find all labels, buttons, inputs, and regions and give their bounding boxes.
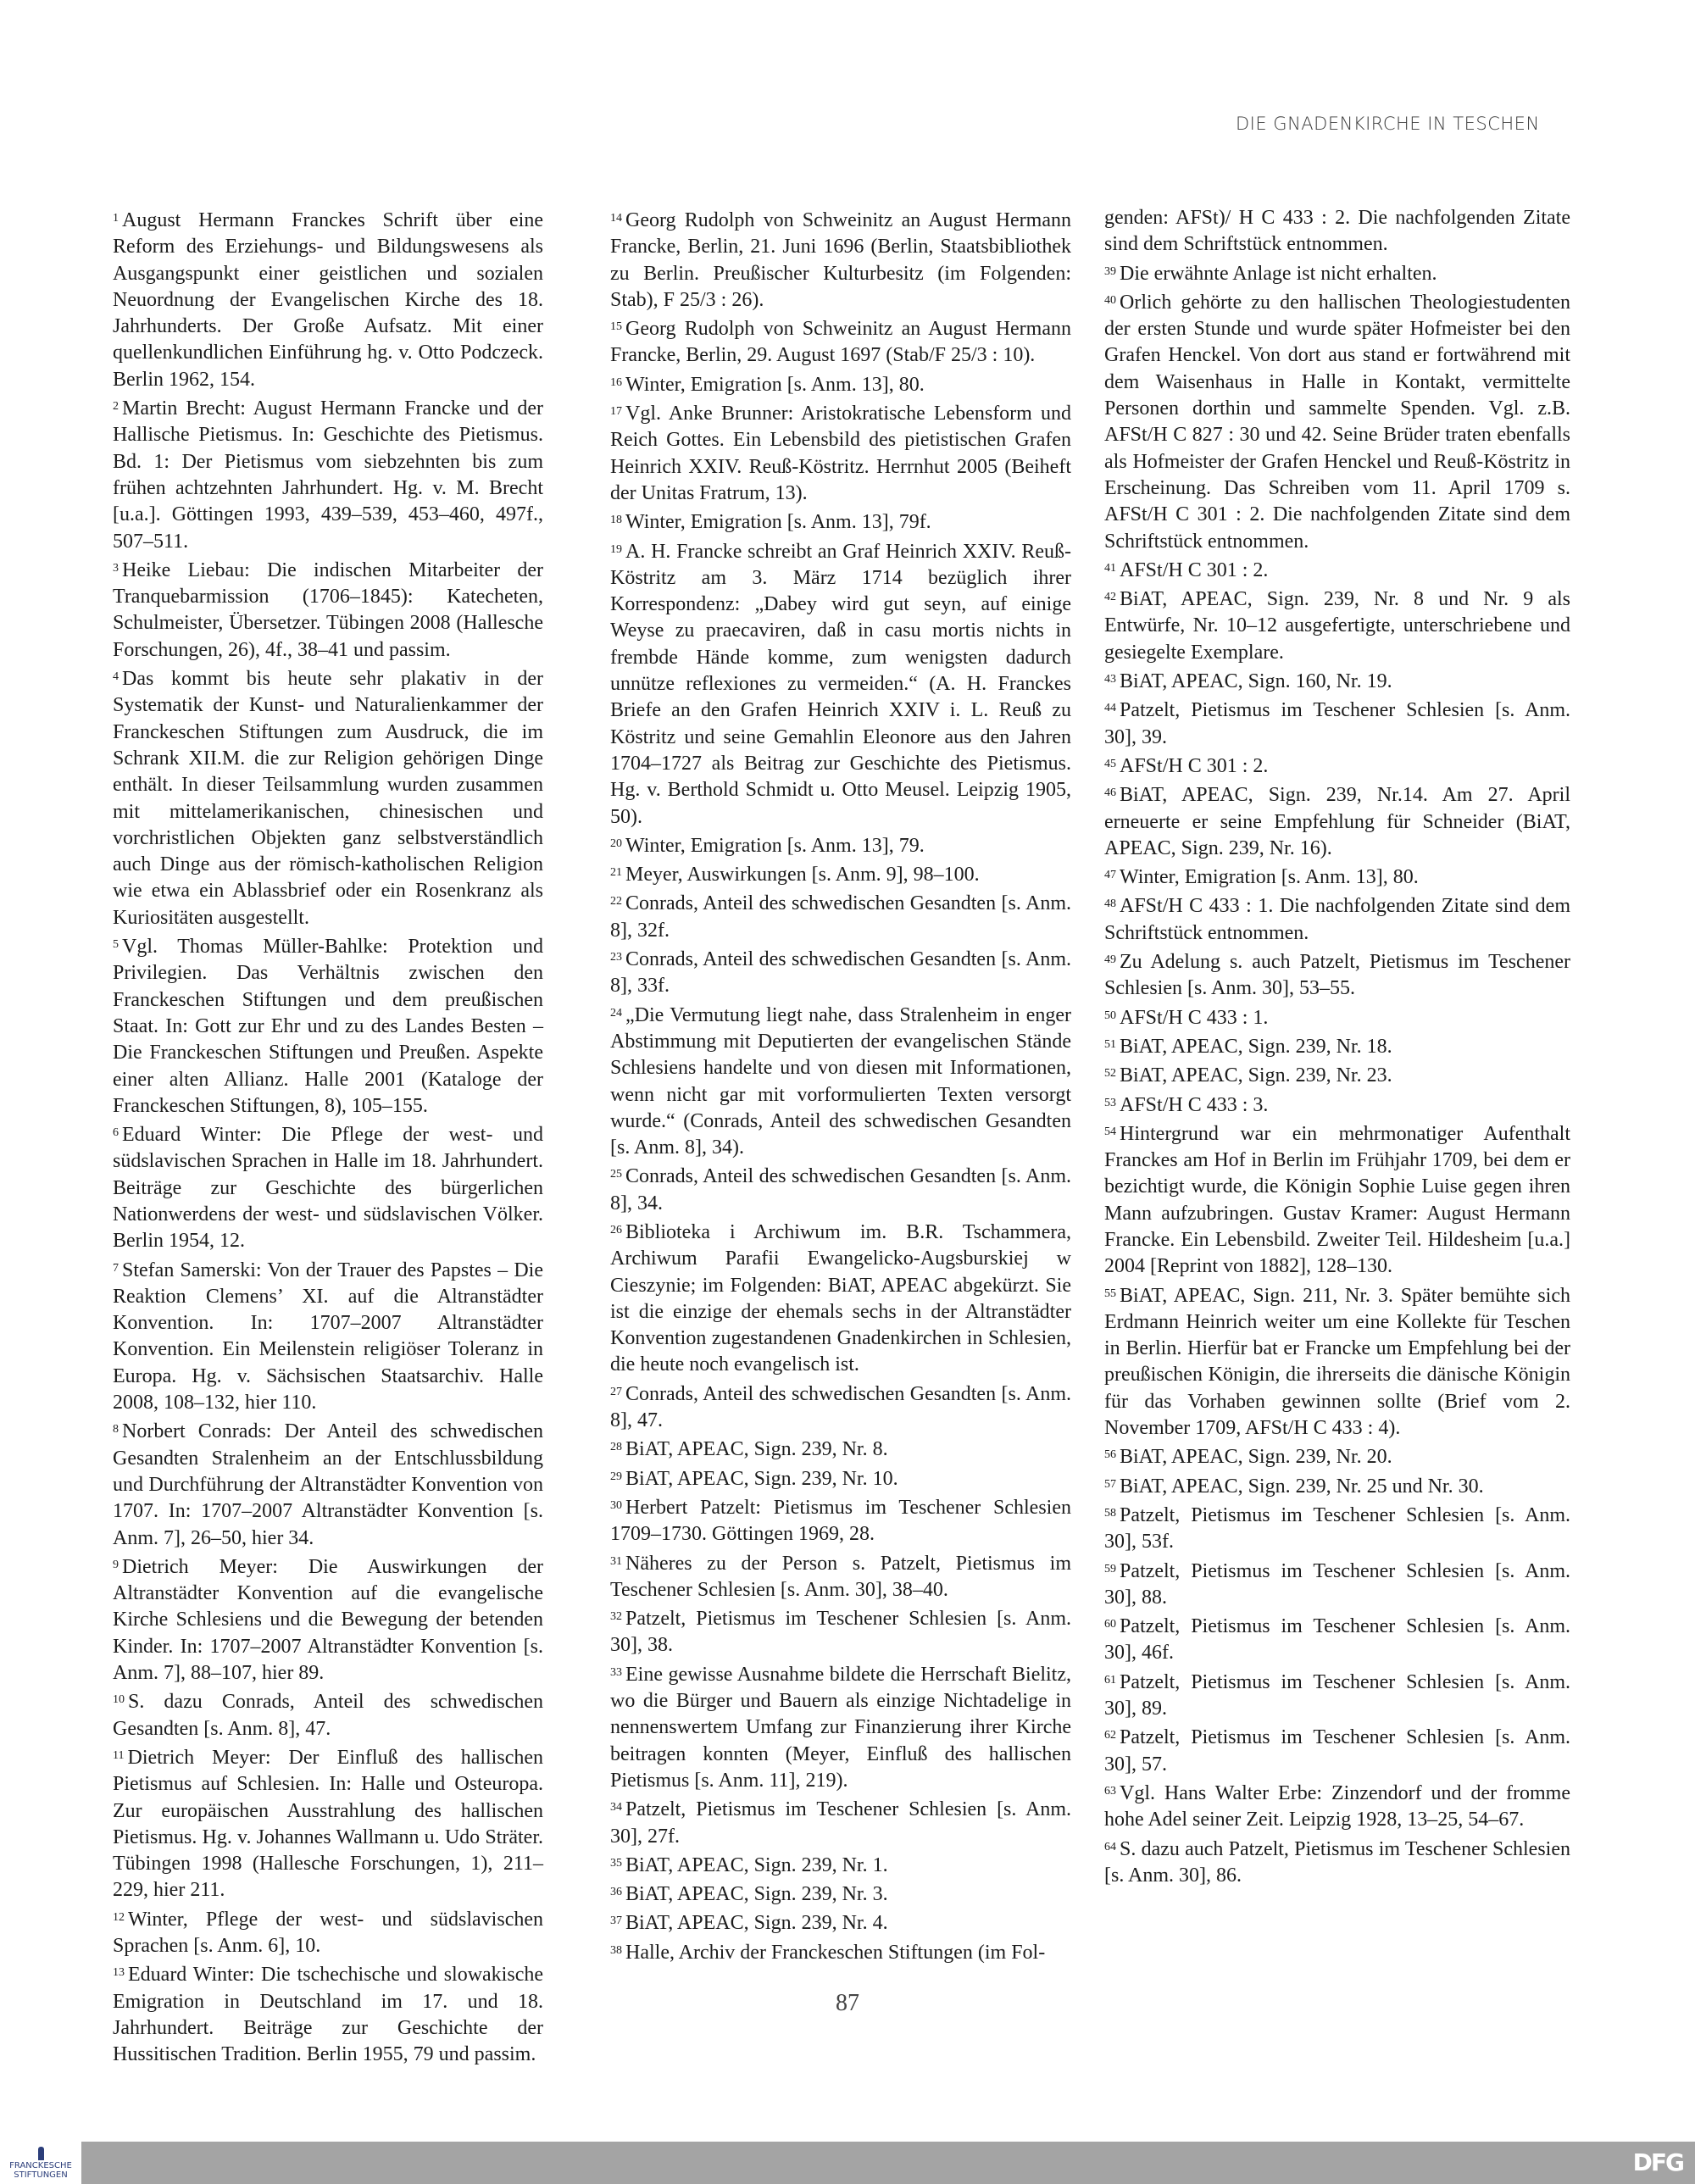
footnote-number: 50 — [1104, 1009, 1116, 1022]
footnote-text: August Hermann Franckes Schrift über eine Reform des Erziehungs- und Bildungswesens als Ausgangspunkt einer geistlichen und sozialen Neuordnung der Evangelischen Kirche des 18. Jahrhunderts. Der Große Aufsatz. Mit einer quellenkundlichen Einführung hg. v. Otto Podczeck. Berlin 1962, 154. — [113, 209, 543, 391]
footnote-text: BiAT, APEAC, Sign. 239, Nr. 20. — [1120, 1446, 1392, 1469]
footnote-text: BiAT, APEAC, Sign. 239, Nr. 25 und Nr. 30. — [1120, 1475, 1484, 1498]
footnote-text: Winter, Emigration [s. Anm. 13], 80. — [1120, 866, 1419, 889]
footnote-text: Norbert Conrads: Der Anteil des schwedischen Gesandten Stralenheim an der Entschlussbildung und Durchführung der Altranstädter Konvention von 1707. In: 1707–2007 Altranstädter Konvention [s. Anm. 7], 26–50, hier 34. — [113, 1420, 543, 1549]
footnote-text: A. H. Francke schreibt an Graf Heinrich XXIV. Reuß-Köstritz am 3. März 1714 bezüglich ihrer Korrespondenz: „Dabey wird gut seyn, auf einige Weyse zu praecaviren, daß in casu mortis nichts in frembde Hände komme, zum wenigsten dadurch unnütze reflexiones zu vermeiden.“ (A. H. Franckes Briefe an den Grafen Heinrich XXIV i. L. Reuß zu Köstritz und seine Gemahlin Eleonore aus den Jahren 1704–1727 als Beitrag zur Geschichte des Pietismus. Hg. v. Berthold Schmidt u. Otto Meusel. Leipzig 1905, 50). — [610, 540, 1071, 828]
footnote-number: 21 — [610, 866, 622, 880]
footnote-text: Die erwähnte Anlage ist nicht erhalten. — [1120, 262, 1437, 285]
footnote-text: Martin Brecht: August Hermann Francke und der Hallische Pietismus. In: Geschichte des Pietismus. Bd. 1: Der Pietismus vom siebzehnten bis zum frühen achtzehnten Jahrhundert. Hg. v. M. Brecht [u.a.]. Göttingen 1993, 439–539, 453–460, 497f., 507–511. — [113, 397, 543, 553]
footnote-text: Heike Liebau: Die indischen Mitarbeiter der Tranquebarmission (1706–1845): Katecheten, Schulmeister, Übersetzer. Tübingen 2008 (Hallesche Forschungen, 26), 4f., 38–41 und passim. — [113, 559, 543, 661]
footnote-number: 3 — [113, 561, 119, 575]
footnote-number: 56 — [1104, 1448, 1116, 1462]
footnote-text: S. dazu Conrads, Anteil des schwedischen Gesandten [s. Anm. 8], 47. — [113, 1691, 543, 1740]
footnote-text: Vgl. Hans Walter Erbe: Zinzendorf und der fromme hohe Adel seiner Zeit. Leipzig 1928, 13–25, 54–67. — [1104, 1781, 1570, 1831]
footnote-number: 28 — [610, 1441, 622, 1454]
footnote — [113, 1687, 543, 1742]
footnote — [610, 1434, 1071, 1463]
footnote-number: 29 — [610, 1470, 622, 1483]
footnote-text: Conrads, Anteil des schwedischen Gesandten [s. Anm. 8], 34. — [610, 1165, 1071, 1214]
footnote — [610, 944, 1071, 1000]
footnote-number: 36 — [610, 1886, 622, 1899]
footnote-column-1 — [113, 205, 543, 2068]
footnote — [1104, 1778, 1570, 1834]
footnote-text: Patzelt, Pietismus im Teschener Schlesien [s. Anm. 30], 27f. — [610, 1798, 1071, 1848]
footnote-number: 61 — [1104, 1673, 1116, 1687]
footnote-number: 54 — [1104, 1125, 1116, 1138]
footnote — [1104, 1556, 1570, 1612]
footnote-number: 27 — [610, 1385, 622, 1398]
footnote — [1104, 666, 1570, 695]
footnote — [610, 1908, 1071, 1937]
footnote-number: 38 — [610, 1943, 622, 1957]
footnote-text: Patzelt, Pietismus im Teschener Schlesien [s. Anm. 30], 46f. — [1104, 1615, 1570, 1664]
footnote — [610, 205, 1071, 314]
footnote — [610, 1000, 1071, 1162]
footnote — [1104, 1003, 1570, 1031]
footnote — [113, 664, 543, 931]
footnote — [113, 1416, 543, 1551]
footnote-text: Vgl. Anke Brunner: Aristokratische Lebensform und Reich Gottes. Ein Lebensbild des pietistischen Grafen Heinrich XXIV. Reuß-Köstritz. Herrnhut 2005 (Beiheft der Unitas Fratrum, 13). — [610, 403, 1071, 504]
footnote — [113, 1552, 543, 1687]
footnote-text: Stefan Samerski: Von der Trauer des Papstes – Die Reaktion Clemens’ XI. auf die Altranstädter Konvention. In: 1707–2007 Altranstädter Konvention. Ein Meilenstein religiöser Toleranz in Europa. Hg. v. Sächsischen Staatsarchiv. Halle 2008, 108–132, hier 110. — [113, 1259, 543, 1414]
footnote-number: 2 — [113, 400, 119, 414]
footnote-text: Patzelt, Pietismus im Teschener Schlesien [s. Anm. 30], 39. — [1104, 699, 1570, 748]
footnote — [1104, 1119, 1570, 1281]
footnote-number: 1 — [113, 212, 119, 225]
footnote-number: 37 — [610, 1914, 622, 1928]
footnote-number: 49 — [1104, 953, 1116, 967]
footnote-number: 41 — [1104, 561, 1116, 575]
footnote-number: 45 — [1104, 757, 1116, 770]
footnote-text: Dietrich Meyer: Die Auswirkungen der Altranstädter Konvention auf die evangelische Kirche Schlesiens und die Bewegung der betenden Kinder. In: 1707–2007 Altranstädter Konvention [s. Anm. 7], 88–107, hier 89. — [113, 1555, 543, 1685]
footnote-number: 33 — [610, 1665, 622, 1679]
footnote-number: 59 — [1104, 1562, 1116, 1575]
footnote — [1104, 947, 1570, 1003]
footnote-number: 35 — [610, 1856, 622, 1870]
footnote — [113, 555, 543, 664]
footnote — [1104, 1471, 1570, 1500]
footnote-number: 9 — [113, 1558, 119, 1571]
footnote-text: AFSt/H C 433 : 1. — [1120, 1006, 1269, 1029]
footnote — [113, 1255, 543, 1417]
footnote-number: 16 — [610, 375, 622, 389]
footnote-number: 48 — [1104, 897, 1116, 911]
footnote-number: 44 — [1104, 702, 1116, 715]
bottom-bar — [0, 2142, 1695, 2184]
footnote-text: BiAT, APEAC, Sign. 239, Nr. 4. — [625, 1912, 888, 1935]
footnote-number: 53 — [1104, 1096, 1116, 1109]
footnote-text: BiAT, APEAC, Sign. 239, Nr. 1. — [625, 1853, 888, 1876]
footnote-column-2 — [610, 205, 1071, 1966]
footnote-text: Halle, Archiv der Franckeschen Stiftungen (im Fol- — [625, 1941, 1046, 1964]
footnote-text: Georg Rudolph von Schweinitz an August Hermann Francke, Berlin, 21. Juni 1696 (Berlin, Staatsbibliothek zu Berlin. Preußischer Kulturbesitz (im Folgenden: Stab), F 25/3 : 26). — [610, 209, 1071, 311]
footnote — [610, 1464, 1071, 1492]
footnote-text: Zu Adelung s. auch Patzelt, Pietismus im Teschener Schlesien [s. Anm. 30], 53–55. — [1104, 951, 1570, 1000]
footnote — [1104, 1442, 1570, 1470]
logo-caption: FRANCKESCHE STIFTUNGEN — [9, 2160, 72, 2180]
footnote — [610, 1794, 1071, 1850]
footnote — [1104, 751, 1570, 780]
footnote-text: Eduard Winter: Die Pflege der west- und südslavischen Sprachen in Halle im 18. Jahrhundert. Beiträge zur Geschichte des bürgerlichen Nationwerdens der west- und südslavischen Völker. Berlin 1954, 12. — [113, 1124, 543, 1253]
footnote-number: 52 — [1104, 1067, 1116, 1081]
footnote-text: AFSt/H C 301 : 2. — [1120, 754, 1269, 777]
footnote-text: Patzelt, Pietismus im Teschener Schlesien [s. Anm. 30], 38. — [610, 1608, 1071, 1657]
footnote — [610, 1659, 1071, 1794]
footnote-text: Winter, Emigration [s. Anm. 13], 79. — [625, 834, 925, 857]
footnote — [610, 1379, 1071, 1435]
footnote-text: Biblioteka i Archiwum im. B.R. Tschammera, Archiwum Parafii Ewangelicko-Augsburskiej w Cieszynie; im Folgenden: BiAT, APEAC abgekürzt. Sie ist die einzige der ehemals sechs in der Altranstädter Konvention zugestandenen Gnadenkirchen in Schlesien, die heute noch evangelisch ist. — [610, 1220, 1071, 1376]
footnote-number: 55 — [1104, 1287, 1116, 1300]
footnote-number: 46 — [1104, 786, 1116, 800]
footnote — [1104, 1031, 1570, 1060]
footnote — [113, 1742, 543, 1904]
footnote — [610, 1492, 1071, 1548]
footnote — [610, 507, 1071, 536]
footnote-number: 22 — [610, 895, 622, 909]
footnote — [1104, 1090, 1570, 1119]
footnote-text: Vgl. Thomas Müller-Bahlke: Protektion und Privilegien. Das Verhältnis zwischen den Franckeschen Stiftungen und dem preußischen Staat. In: Gott zur Ehr und zu des Landes Besten – Die Franckeschen Stiftungen und Preußen. Aspekte einer alten Allianz. Halle 2001 (Kataloge der Franckeschen Stiftungen, 8), 105–155. — [113, 936, 543, 1117]
footnote-text: BiAT, APEAC, Sign. 239, Nr. 18. — [1120, 1035, 1392, 1058]
footnote-text: Eine gewisse Ausnahme bildete die Herrschaft Bielitz, wo die Bürger und Bauern als einzige Nichtadelige in nennenswertem Umfang zur Finanzierung ihrer Kirche beitragen konnten (Meyer, Einfluß des hallischen Pietismus [s. Anm. 11], 219). — [610, 1663, 1071, 1792]
footnote-number: 60 — [1104, 1618, 1116, 1631]
footnote-number: 57 — [1104, 1477, 1116, 1491]
footnote-text: S. dazu auch Patzelt, Pietismus im Teschener Schlesien [s. Anm. 30], 86. — [1104, 1837, 1570, 1887]
footnote — [113, 1120, 543, 1254]
footnote-number: 42 — [1104, 591, 1116, 604]
footnote-text: Herbert Patzelt: Pietismus im Teschener Schlesien 1709–1730. Göttingen 1969, 28. — [610, 1496, 1071, 1546]
footnote-text: BiAT, APEAC, Sign. 239, Nr.14. Am 27. April erneuerte er seine Empfehlung für Schneider (BiAT, APEAC, Sign. 239, Nr. 16). — [1104, 784, 1570, 859]
footnote — [1104, 258, 1570, 287]
footnote — [113, 205, 543, 393]
footnote-text: BiAT, APEAC, Sign. 239, Nr. 23. — [1120, 1064, 1392, 1087]
running-head: DIE GNADENKIRCHE IN TESCHEN — [1236, 114, 1540, 134]
footnote — [610, 536, 1071, 831]
footnote — [1104, 205, 1570, 258]
footnote-number: 11 — [113, 1748, 125, 1762]
footnote — [610, 1161, 1071, 1217]
footnote — [1104, 1611, 1570, 1667]
footnote — [610, 1879, 1071, 1908]
footnote-text: BiAT, APEAC, Sign. 211, Nr. 3. Später bemühte sich Erdmann Heinrich weiter um eine Kollekte für Teschen in Berlin. Hierfür bat er Francke um Empfehlung bei der preußischen Königin, die ihrerseits die dänische Königin für das Vorhaben gewinnen sollte (Brief vom 2. November 1709, AFSt/H C 433 : 4). — [1104, 1284, 1570, 1440]
footnote-number: 14 — [610, 212, 622, 225]
footnote-text: Conrads, Anteil des schwedischen Gesandten [s. Anm. 8], 32f. — [610, 892, 1071, 942]
footnote-number: 17 — [610, 405, 622, 419]
footnote — [1104, 695, 1570, 751]
footnote-text: Näheres zu der Person s. Patzelt, Pietismus im Teschener Schlesien [s. Anm. 30], 38–40. — [610, 1552, 1071, 1601]
footnote-number: 47 — [1104, 869, 1116, 882]
footnote-text: Winter, Emigration [s. Anm. 13], 80. — [625, 373, 925, 396]
footnote-text: Georg Rudolph von Schweinitz an August Hermann Francke, Berlin, 29. August 1697 (Stab/F 25/3 : 10). — [610, 318, 1071, 367]
footnote — [610, 398, 1071, 507]
footnote — [610, 314, 1071, 370]
footnote-number: 18 — [610, 514, 622, 527]
footnote-column-3 — [1104, 205, 1570, 1889]
footnote-number: 15 — [610, 320, 622, 334]
footnote — [1104, 1060, 1570, 1089]
footnote-number: 62 — [1104, 1729, 1116, 1742]
footnote-number: 6 — [113, 1126, 119, 1140]
footnote — [1104, 1281, 1570, 1442]
footnote-number: 64 — [1104, 1840, 1116, 1853]
footnote — [610, 888, 1071, 944]
footnote-text: AFSt/H C 301 : 2. — [1120, 559, 1269, 581]
footnote-text: „Die Vermutung liegt nahe, dass Stralenheim in enger Abstimmung mit Deputierten der evangelischen Stände Schlesiens handelte und von diesen mit Informationen, wenn nicht gar mit vorformulierten Texten versorgt wurde.“ (Conrads, Anteil des schwedischen Gesandten [s. Anm. 8], 34). — [610, 1003, 1071, 1159]
footnote-number: 43 — [1104, 673, 1116, 686]
footnote — [1104, 287, 1570, 555]
footnote-text: Patzelt, Pietismus im Teschener Schlesien [s. Anm. 30], 57. — [1104, 1726, 1570, 1776]
footnote — [113, 1904, 543, 1960]
footnote-number: 4 — [113, 670, 119, 684]
footnote-text: BiAT, APEAC, Sign. 239, Nr. 10. — [625, 1467, 898, 1490]
footnote — [1104, 862, 1570, 891]
footnote-number: 7 — [113, 1261, 119, 1275]
footnote-number: 63 — [1104, 1784, 1116, 1798]
footnote-number: 26 — [610, 1223, 622, 1236]
footnote-number: 10 — [113, 1693, 125, 1707]
footnote-text: Das kommt bis heute sehr plakativ in der Systematik der Kunst- und Naturalienkammer der Franckeschen Stiftungen zum Ausdruck, die im Schrank XII.M. die zur Religion gehörigen Dinge enthält. In dieser Teilsammlung wurden zusammen mit mittelamerikanischen, chinesischen und vorchristlichen Objekten ganz selbstverständlich auch Dinge aus der römisch-katholischen Religion wie etwa ein Ablassbrief oder ein Rosenkranz als Kuriositäten ausgestellt. — [113, 668, 543, 929]
footnote-number: 5 — [113, 938, 119, 952]
footnote — [1104, 1500, 1570, 1556]
footnote-number: 8 — [113, 1423, 119, 1437]
footnote-text: AFSt/H C 433 : 3. — [1120, 1093, 1269, 1116]
footnote-text: BiAT, APEAC, Sign. 160, Nr. 19. — [1120, 670, 1392, 693]
footnote — [610, 1603, 1071, 1659]
footnote — [1104, 1667, 1570, 1723]
footnote — [610, 1850, 1071, 1879]
footnote — [610, 859, 1071, 888]
footnote — [610, 1937, 1071, 1966]
footnote-number: 32 — [610, 1610, 622, 1624]
footnote-number: 31 — [610, 1554, 622, 1568]
statue-icon — [38, 2147, 44, 2160]
footnote-number: 12 — [113, 1910, 125, 1924]
footnote-text: Orlich gehörte zu den hallischen Theologiestudenten der ersten Stunde und wurde später Hofmeister bei den Grafen Henckel. Von dort aus stand er fortwährend mit dem Waisenhaus in Halle in Kontakt, vermittelte Personen dorthin und sammelte Spenden. Vgl. z.B. AFSt/H C 827 : 30 und 42. Seine Brüder traten ebenfalls als Hofmeister der Grafen Henckel und Reuß-Köstritz in Erscheinung. Das Schreiben vom 11. April 1709 s. AFSt/H C 301 : 2. Die nachfolgenden Zitate sind dem Schriftstück entnommen. — [1104, 291, 1570, 553]
footnote-number: 13 — [113, 1966, 125, 1980]
francke-foundation-logo — [0, 2142, 81, 2184]
footnote — [1104, 1722, 1570, 1778]
footnote — [1104, 555, 1570, 584]
footnote-number: 39 — [1104, 264, 1116, 278]
footnote — [610, 831, 1071, 859]
footnote-text: Hintergrund war ein mehrmonatiger Aufenthalt Franckes am Hof in Berlin im Frühjahr 1709, bei dem er bezichtigt wurde, die Königin Sophie Luise gegen ihren Mann aufzubringen. Gustav Kramer: August Hermann Francke. Ein Lebensbild. Zweiter Teil. Hildesheim [u.a.] 2004 [Reprint von 1882], 128–130. — [1104, 1122, 1570, 1278]
footnote — [113, 393, 543, 555]
footnote-text: Meyer, Auswirkungen [s. Anm. 9], 98–100. — [625, 864, 980, 886]
footnote-text: Conrads, Anteil des schwedischen Gesandten [s. Anm. 8], 33f. — [610, 948, 1071, 998]
footnote-text: Winter, Pflege der west- und südslavischen Sprachen [s. Anm. 6], 10. — [113, 1908, 543, 1957]
footnote — [610, 1548, 1071, 1604]
footnote-text: genden: AFSt)/ H C 433 : 2. Die nachfolgenden Zitate sind dem Schriftstück entnommen. — [1104, 207, 1570, 256]
footnote-number: 24 — [610, 1006, 622, 1020]
page-number: 87 — [836, 1990, 859, 2016]
footnote-text: AFSt/H C 433 : 1. Die nachfolgenden Zitate sind dem Schriftstück entnommen. — [1104, 895, 1570, 944]
footnote-text: BiAT, APEAC, Sign. 239, Nr. 8 und Nr. 9 als Entwürfe, Nr. 10–12 ausgefertigte, unterschriebene und gesiegelte Exemplare. — [1104, 588, 1570, 664]
footnote-text: BiAT, APEAC, Sign. 239, Nr. 3. — [625, 1883, 888, 1906]
footnote — [610, 1217, 1071, 1379]
dfg-logo: DFG — [1632, 2148, 1683, 2176]
footnote — [113, 931, 543, 1120]
footnote — [1104, 1834, 1570, 1890]
footnote-number: 23 — [610, 951, 622, 964]
footnote-number: 19 — [610, 542, 622, 556]
footnote-text: Eduard Winter: Die tschechische und slowakische Emigration in Deutschland im 17. und 18. Jahrhundert. Beiträge zur Geschichte der Hussitischen Tradition. Berlin 1955, 79 und passim. — [113, 1964, 543, 2066]
footnote — [1104, 780, 1570, 862]
footnote-text: Dietrich Meyer: Der Einfluß des hallischen Pietismus auf Schlesien. In: Halle und Osteuropa. Zur europäischen Ausstrahlung des hallischen Pietismus. Hg. v. Johannes Wallmann u. Udo Sträter. Tübingen 1998 (Hallesche Forschungen, 1), 211–229, hier 211. — [113, 1746, 543, 1902]
footnote — [1104, 584, 1570, 666]
footnote-number: 40 — [1104, 293, 1116, 307]
footnote-text: Patzelt, Pietismus im Teschener Schlesien [s. Anm. 30], 88. — [1104, 1559, 1570, 1609]
footnote — [1104, 891, 1570, 947]
footnote-text: Winter, Emigration [s. Anm. 13], 79f. — [625, 511, 931, 534]
footnote-number: 30 — [610, 1498, 622, 1512]
footnote-text: Patzelt, Pietismus im Teschener Schlesien [s. Anm. 30], 89. — [1104, 1670, 1570, 1720]
footnote-text: BiAT, APEAC, Sign. 239, Nr. 8. — [625, 1438, 888, 1461]
footnote-number: 20 — [610, 836, 622, 850]
footnote-text: Conrads, Anteil des schwedischen Gesandten [s. Anm. 8], 47. — [610, 1382, 1071, 1432]
footnote-number: 51 — [1104, 1037, 1116, 1051]
footnote-number: 34 — [610, 1801, 622, 1814]
footnote — [610, 370, 1071, 398]
footnote-text: Patzelt, Pietismus im Teschener Schlesien [s. Anm. 30], 53f. — [1104, 1503, 1570, 1553]
footnote-number: 58 — [1104, 1506, 1116, 1520]
footnote-number: 25 — [610, 1168, 622, 1181]
